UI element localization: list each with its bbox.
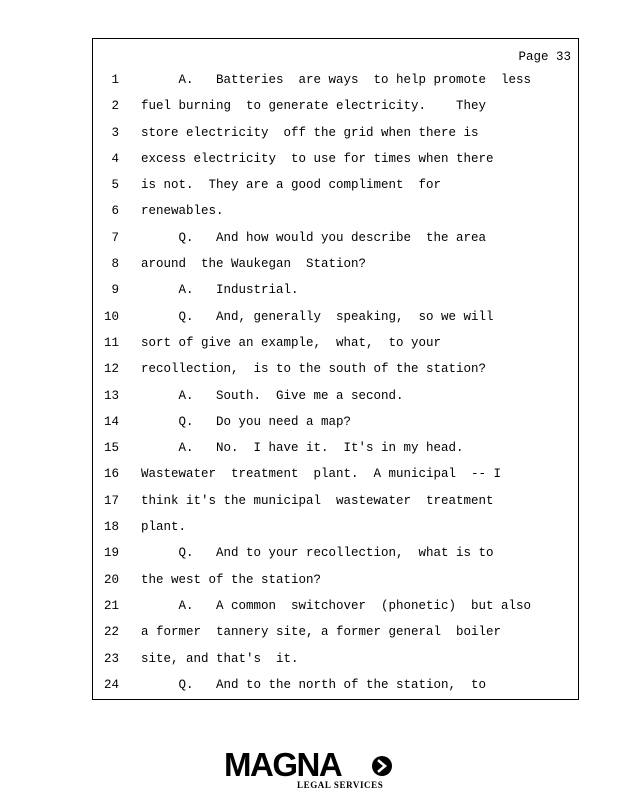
line-number: 3	[111, 125, 119, 140]
transcript-line	[93, 414, 578, 440]
page-number: Page 33	[518, 50, 571, 64]
transcript-line	[93, 545, 578, 571]
line-text: Q. Do you need a map?	[141, 414, 352, 429]
transcript-line	[93, 598, 578, 624]
line-text: Q. And to the north of the station, to	[141, 677, 487, 692]
transcript-line	[93, 572, 578, 598]
line-number: 8	[111, 257, 119, 272]
logo-subtitle: LEGAL SERVICES	[297, 780, 384, 790]
line-number: 9	[111, 283, 119, 298]
transcript-line	[93, 651, 578, 677]
transcript-line	[93, 230, 578, 256]
line-text: site, and that's it.	[141, 651, 299, 666]
line-number: 13	[103, 388, 119, 403]
line-text: A. Industrial.	[141, 283, 299, 298]
line-text: recollection, is to the south of the station?	[141, 362, 487, 377]
line-text: A. Batteries are ways to help promote less	[141, 73, 532, 87]
line-text: the west of the station?	[141, 572, 322, 587]
line-text: think it's the municipal wastewater treatment	[141, 493, 494, 508]
logo-wordmark: MAGNA	[224, 746, 342, 783]
magna-logo	[224, 748, 396, 792]
line-number: 4	[111, 151, 119, 166]
line-number: 20	[103, 572, 119, 587]
transcript-line	[93, 493, 578, 519]
line-text: Q. And how would you describe the area	[141, 230, 487, 245]
transcript-line	[93, 624, 578, 650]
transcript-line	[93, 440, 578, 466]
transcript-line	[93, 256, 578, 282]
line-number: 11	[103, 335, 119, 350]
transcript-line	[93, 282, 578, 308]
line-number: 18	[103, 520, 119, 535]
transcript-line	[93, 98, 578, 124]
line-number: 2	[111, 99, 119, 114]
transcript-line	[93, 151, 578, 177]
transcript-line	[93, 125, 578, 151]
transcript-line	[93, 335, 578, 361]
transcript-line	[93, 361, 578, 387]
transcript-line	[93, 177, 578, 203]
transcript-line	[93, 677, 578, 703]
line-number: 17	[103, 493, 119, 508]
transcript-line	[93, 309, 578, 335]
line-text: plant.	[141, 520, 187, 535]
chevron-right-circle-icon	[371, 755, 393, 777]
line-text: around the Waukegan Station?	[141, 257, 367, 272]
line-number: 16	[103, 467, 119, 482]
line-number: 21	[103, 598, 119, 613]
transcript-line	[93, 388, 578, 414]
line-text: fuel burning to generate electricity. They	[141, 99, 487, 114]
line-text: A. No. I have it. It's in my head.	[141, 441, 464, 456]
line-number: 22	[103, 625, 119, 640]
line-number: 1	[111, 73, 119, 87]
line-number: 6	[111, 204, 119, 219]
line-number: 5	[111, 178, 119, 193]
line-text: A. A common switchover (phonetic) but also	[141, 598, 532, 613]
line-number: 10	[103, 309, 119, 324]
line-text: Q. And, generally speaking, so we will	[141, 309, 494, 324]
transcript-lines	[93, 72, 578, 703]
transcript-page	[92, 38, 579, 700]
transcript-line	[93, 466, 578, 492]
line-text: is not. They are a good compliment for	[141, 178, 442, 193]
transcript-line	[93, 72, 578, 98]
line-number: 14	[103, 414, 119, 429]
line-text: sort of give an example, what, to your	[141, 335, 442, 350]
line-number: 7	[111, 230, 119, 245]
line-number: 15	[103, 441, 119, 456]
line-text: a former tannery site, a former general boiler	[141, 625, 502, 640]
line-text: excess electricity to use for times when there	[141, 151, 494, 166]
transcript-line	[93, 519, 578, 545]
line-number: 24	[103, 677, 119, 692]
line-text: A. South. Give me a second.	[141, 388, 404, 403]
line-number: 19	[103, 546, 119, 561]
line-text: renewables.	[141, 204, 224, 219]
line-number: 23	[103, 651, 119, 666]
line-text: store electricity off the grid when there is	[141, 125, 479, 140]
line-number: 12	[103, 362, 119, 377]
transcript-line	[93, 203, 578, 229]
line-text: Wastewater treatment plant. A municipal -- I	[141, 467, 502, 482]
line-text: Q. And to your recollection, what is to	[141, 546, 494, 561]
